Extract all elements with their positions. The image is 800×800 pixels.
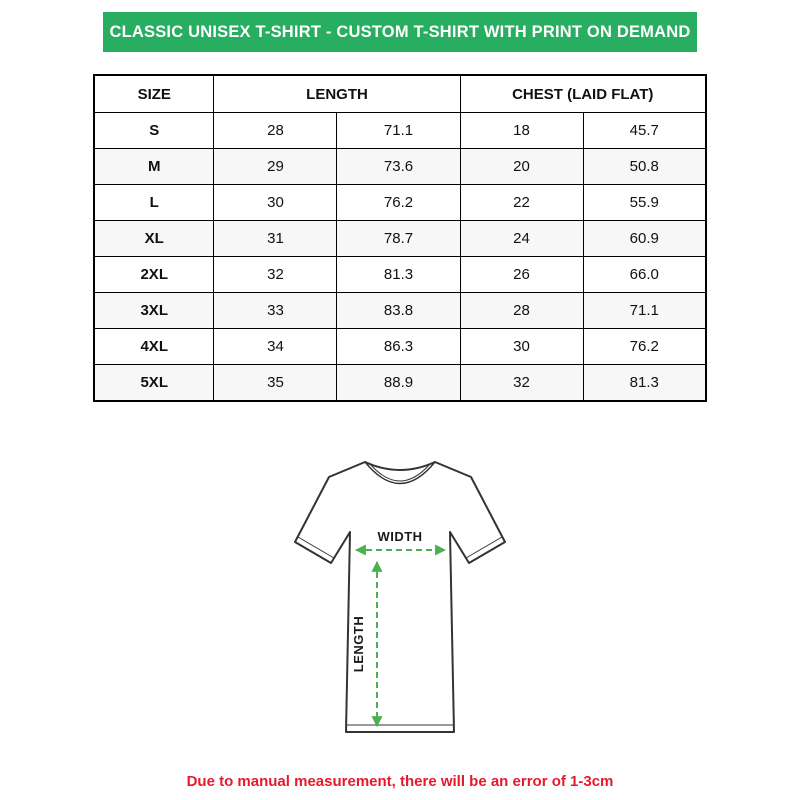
table-row <box>94 113 706 149</box>
size-cell: 4XL <box>94 329 214 365</box>
chest-cm-cell: 45.7 <box>583 113 706 149</box>
chest-in-cell: 28 <box>460 293 583 329</box>
width-label: WIDTH <box>377 529 423 544</box>
header-row <box>94 75 706 113</box>
tshirt-illustration <box>250 442 550 752</box>
col-header-length: LENGTH <box>214 75 460 113</box>
size-table-body <box>94 113 706 402</box>
table-row <box>94 257 706 293</box>
size-cell: 3XL <box>94 293 214 329</box>
chest-cm-cell: 60.9 <box>583 221 706 257</box>
chest-in-cell: 22 <box>460 185 583 221</box>
length-label: LENGTH <box>351 615 366 673</box>
banner-title: CLASSIC UNISEX T-SHIRT - CUSTOM T-SHIRT WITH PRINT ON DEMAND <box>103 12 697 52</box>
length-cm-cell: 81.3 <box>337 257 460 293</box>
length-in-cell: 32 <box>214 257 337 293</box>
length-in-cell: 35 <box>214 365 337 402</box>
length-in-cell: 33 <box>214 293 337 329</box>
size-cell: M <box>94 149 214 185</box>
length-in-cell: 29 <box>214 149 337 185</box>
chest-cm-cell: 50.8 <box>583 149 706 185</box>
table-row <box>94 149 706 185</box>
length-in-cell: 30 <box>214 185 337 221</box>
chest-in-cell: 24 <box>460 221 583 257</box>
chest-in-cell: 30 <box>460 329 583 365</box>
chest-cm-cell: 71.1 <box>583 293 706 329</box>
size-cell: L <box>94 185 214 221</box>
tshirt-outline <box>295 462 505 732</box>
chest-cm-cell: 81.3 <box>583 365 706 402</box>
length-cm-cell: 76.2 <box>337 185 460 221</box>
table-row <box>94 293 706 329</box>
table-row <box>94 185 706 221</box>
size-chart-table <box>93 74 707 402</box>
length-cm-cell: 71.1 <box>337 113 460 149</box>
length-cm-cell: 78.7 <box>337 221 460 257</box>
table-row <box>94 365 706 402</box>
size-cell: 2XL <box>94 257 214 293</box>
length-cm-cell: 83.8 <box>337 293 460 329</box>
col-header-chest: CHEST (LAID FLAT) <box>460 75 706 113</box>
length-in-cell: 31 <box>214 221 337 257</box>
size-cell: 5XL <box>94 365 214 402</box>
chest-cm-cell: 76.2 <box>583 329 706 365</box>
measurement-note: Due to manual measurement, there will be an error of 1-3cm <box>186 773 614 790</box>
chest-in-cell: 26 <box>460 257 583 293</box>
table-row <box>94 221 706 257</box>
length-cm-cell: 88.9 <box>337 365 460 402</box>
length-cm-cell: 86.3 <box>337 329 460 365</box>
chest-in-cell: 32 <box>460 365 583 402</box>
col-header-size: SIZE <box>94 75 214 113</box>
size-cell: S <box>94 113 214 149</box>
chest-cm-cell: 55.9 <box>583 185 706 221</box>
length-in-cell: 28 <box>214 113 337 149</box>
table-row <box>94 329 706 365</box>
chest-in-cell: 18 <box>460 113 583 149</box>
length-in-cell: 34 <box>214 329 337 365</box>
length-cm-cell: 73.6 <box>337 149 460 185</box>
chest-in-cell: 20 <box>460 149 583 185</box>
tshirt-diagram <box>250 442 550 757</box>
size-cell: XL <box>94 221 214 257</box>
chest-cm-cell: 66.0 <box>583 257 706 293</box>
